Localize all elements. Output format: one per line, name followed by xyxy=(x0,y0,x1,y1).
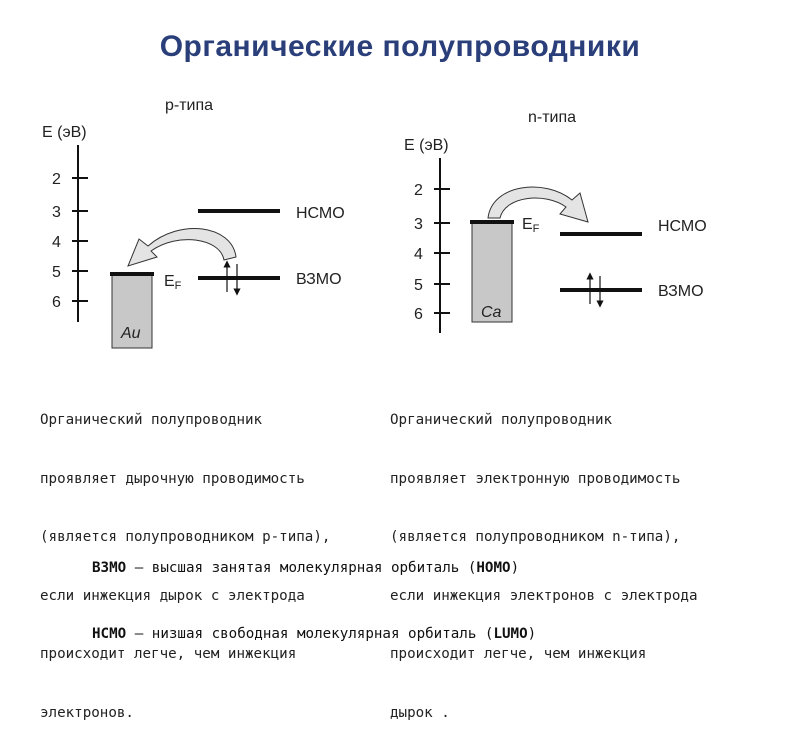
energy-axis-label: E (эВ) xyxy=(404,137,449,154)
description-line: (является полупроводником n-типа), xyxy=(390,529,681,545)
definition-lumo: НСМО – низшая свободная молекулярная орбиталь (LUMO) xyxy=(92,626,537,642)
p-type-diagram xyxy=(42,97,345,348)
tick-label: 5 xyxy=(52,264,61,281)
hole-injection-arrow xyxy=(128,228,236,266)
tick-label: 2 xyxy=(52,171,61,188)
homo-label: ВЗМО xyxy=(296,271,342,288)
definition-homo: ВЗМО – высшая занятая молекулярная орбиталь (HOMO) xyxy=(92,560,520,576)
description-line: проявляет дырочную проводимость xyxy=(40,470,305,487)
description-line: если инжекция дырок с электрода xyxy=(40,587,305,604)
description-line: электронов. xyxy=(40,704,134,721)
p-type-label: p-типа xyxy=(165,97,214,114)
page-title: Органические полупроводники xyxy=(159,30,641,63)
tick-label: 4 xyxy=(52,234,61,251)
tick-label: 6 xyxy=(52,294,61,311)
description-line: если инжекция электронов с электрода xyxy=(390,587,698,604)
lumo-label: НСМО xyxy=(658,218,707,235)
fermi-level-label: EF xyxy=(164,273,182,292)
n-type-diagram xyxy=(404,109,707,333)
description-line: Органический полупроводник xyxy=(40,412,263,428)
electron-injection-arrow xyxy=(488,187,588,222)
description-line: дырок . xyxy=(390,704,450,721)
energy-axis-label: E (эВ) xyxy=(42,124,87,141)
definitions xyxy=(92,513,536,667)
tick-label: 2 xyxy=(414,182,423,199)
description-line: происходит легче, чем инжекция xyxy=(390,646,647,662)
tick-label: 6 xyxy=(414,306,423,323)
tick-label: 4 xyxy=(414,246,423,263)
tick-label: 3 xyxy=(52,204,61,221)
lumo-label: НСМО xyxy=(296,205,345,222)
description-line: происходит легче, чем инжекция xyxy=(40,646,297,662)
homo-label: ВЗМО xyxy=(658,283,704,300)
tick-label: 5 xyxy=(414,277,423,294)
n-type-label: n-типа xyxy=(528,109,577,126)
tick-label: 3 xyxy=(414,216,423,233)
description-line: Органический полупроводник xyxy=(390,412,613,428)
description-line: проявляет электронную проводимость xyxy=(390,470,681,487)
electrode-label: Ca xyxy=(481,304,502,321)
description-line: (является полупроводником p-типа), xyxy=(40,529,331,545)
fermi-level-label: EF xyxy=(522,216,540,235)
electrode-label: Au xyxy=(121,325,141,342)
